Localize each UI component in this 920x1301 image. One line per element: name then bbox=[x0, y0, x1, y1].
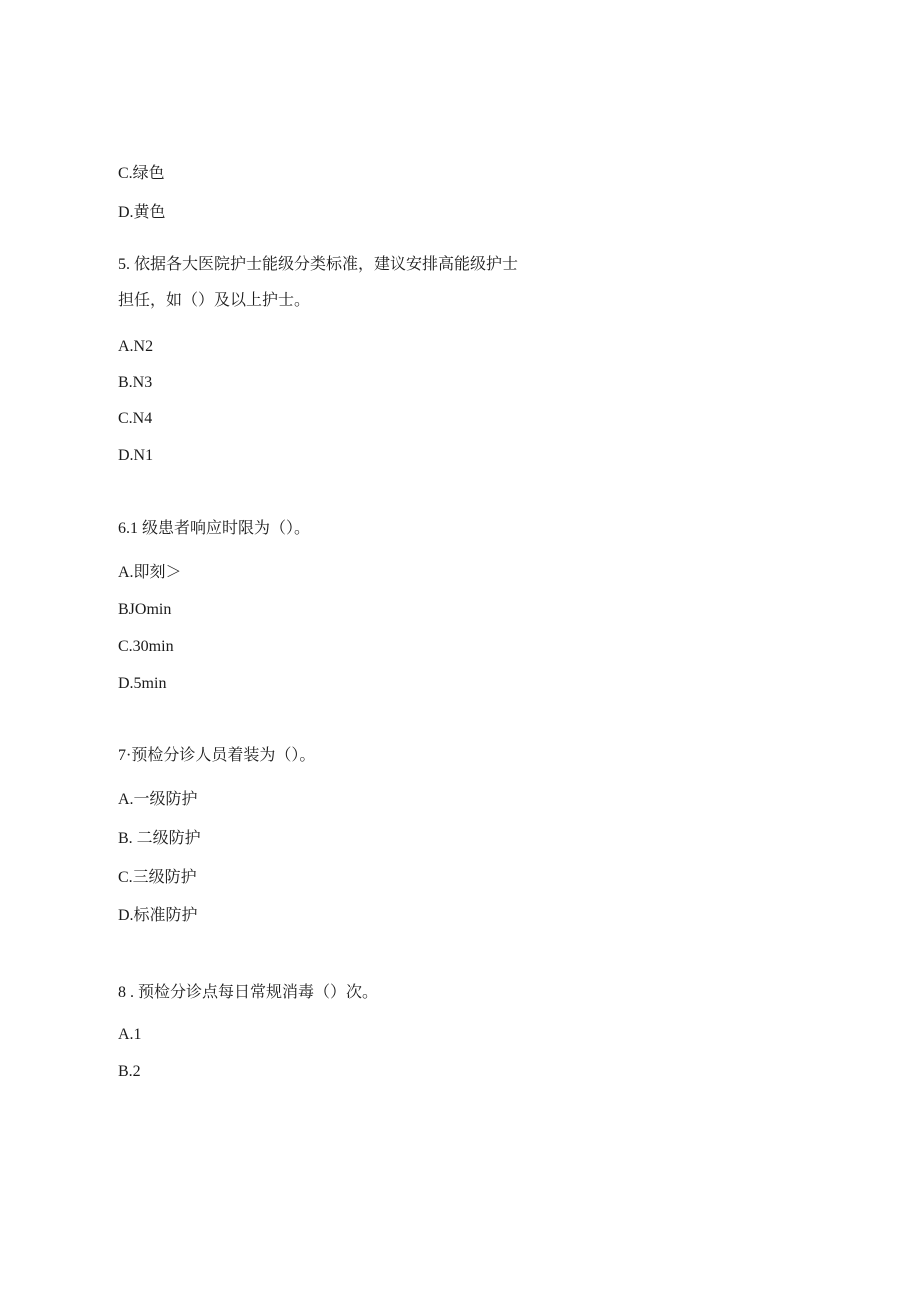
q8-stem: 8 . 预检分诊点每日常规消毒（）次。 bbox=[118, 984, 379, 1001]
q5-option-c: C.N4 bbox=[118, 410, 153, 427]
q5-stem-line1: 5. 依据各大医院护士能级分类标准，建议安排高能级护士 bbox=[118, 256, 519, 273]
q6-option-c: C.30min bbox=[118, 638, 174, 655]
q8-option-a: A.1 bbox=[118, 1026, 142, 1043]
q4-option-c: C.绿色 bbox=[118, 165, 165, 182]
q6-option-d: D.5min bbox=[118, 675, 167, 692]
q5-option-b: B.N3 bbox=[118, 374, 153, 391]
q5-option-d: D.N1 bbox=[118, 447, 154, 464]
q7-option-d: D.标准防护 bbox=[118, 907, 198, 924]
q5-stem-line2: 担任，如（）及以上护士。 bbox=[118, 292, 311, 309]
q6-option-a: A.即刻＞ bbox=[118, 564, 182, 581]
q7-stem: 7·预检分诊人员着装为（）。 bbox=[118, 747, 316, 764]
q4-option-d: D.黄色 bbox=[118, 204, 166, 221]
q7-option-b: B. 二级防护 bbox=[118, 830, 201, 847]
q7-option-c: C.三级防护 bbox=[118, 869, 197, 886]
q5-option-a: A.N2 bbox=[118, 338, 154, 355]
q6-option-b: BJOmin bbox=[118, 601, 172, 618]
q6-stem: 6.1 级患者响应时限为（）。 bbox=[118, 520, 311, 537]
q8-option-b: B.2 bbox=[118, 1063, 141, 1080]
q7-option-a: A.一级防护 bbox=[118, 791, 198, 808]
